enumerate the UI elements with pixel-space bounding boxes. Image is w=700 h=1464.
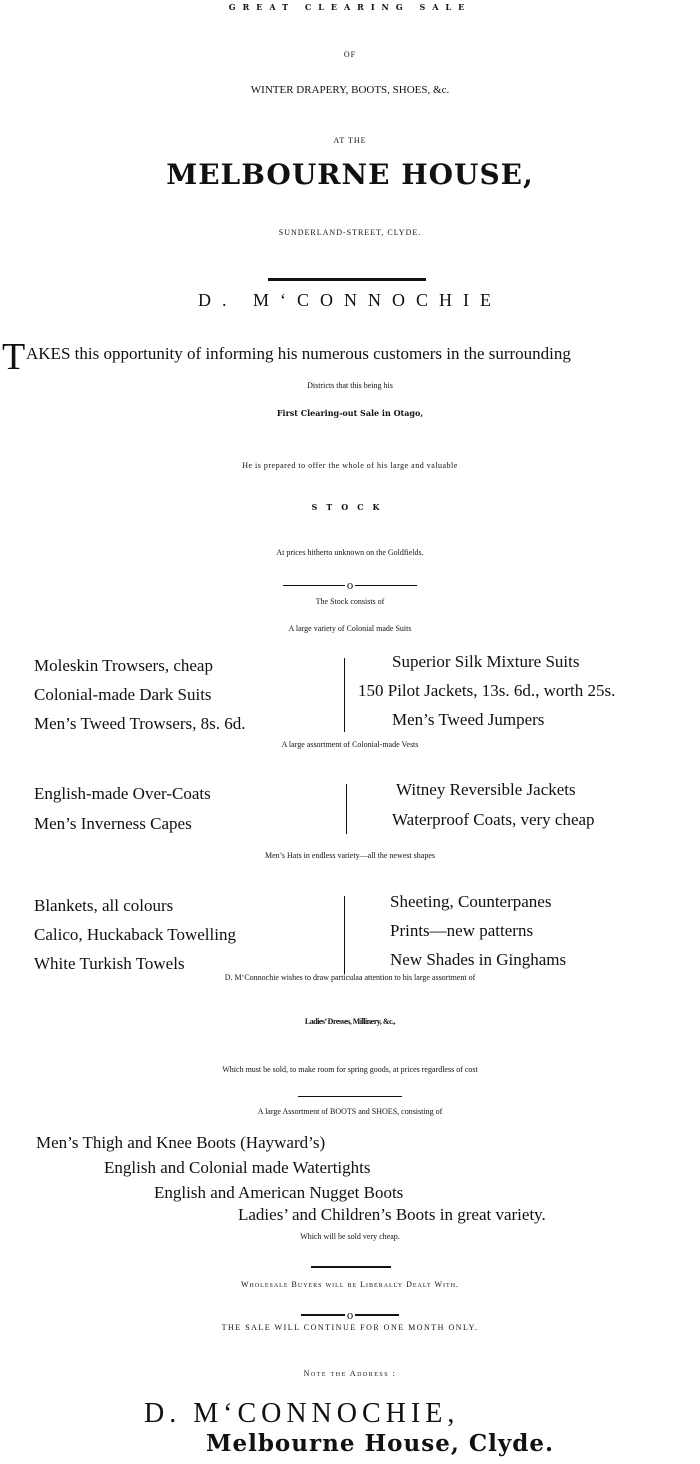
divider-rule xyxy=(268,278,426,281)
must-sell-text: Which must be sold, to make room for spring goods, at prices regardless of cost xyxy=(222,1065,478,1074)
note-address: Note the Address : xyxy=(303,1369,397,1378)
column-divider xyxy=(344,896,345,974)
ladies-headline: Ladies’ Dresses, Millinery, &c., xyxy=(304,1017,396,1026)
wholesale-text: Wholesale Buyers will be Liberally Dealt With. xyxy=(240,1280,460,1289)
intro-text: AKES this opportunity of informing his numerous customers in the surrounding xyxy=(26,344,571,363)
list-item: Blankets, all colours xyxy=(34,896,174,915)
boots-item: Ladies’ and Children’s Boots in great variety. xyxy=(238,1205,546,1224)
list-item: Sheeting, Counterpanes xyxy=(390,892,552,911)
store-name: MELBOURNE HOUSE, xyxy=(166,158,534,191)
header-at-the: AT THE xyxy=(333,136,367,145)
boots-intro: A large Assortment of BOOTS and SHOES, consisting of xyxy=(257,1107,443,1116)
column-divider xyxy=(346,784,347,834)
list-item: Men’s Tweed Trowsers, 8s. 6d. xyxy=(34,714,246,733)
list-item: Waterproof Coats, very cheap xyxy=(392,810,595,829)
first-sale-headline: First Clearing-out Sale in Otago, xyxy=(276,408,424,418)
drop-cap: T xyxy=(2,336,26,378)
list-item: Men’s Tweed Jumpers xyxy=(392,710,545,729)
signature-name: D. M‘CONNOCHIE, xyxy=(144,1398,460,1429)
intro-districts: Districts that this being his xyxy=(307,381,393,390)
list-item: 150 Pilot Jackets, 13s. 6d., worth 25s. xyxy=(358,681,616,700)
boots-cheap: Which will be sold very cheap. xyxy=(300,1232,400,1241)
stock-suits: A large variety of Colonial made Suits xyxy=(288,624,412,633)
header-goods: WINTER DRAPERY, BOOTS, SHOES, &c. xyxy=(250,84,450,96)
list-item: Calico, Huckaback Towelling xyxy=(34,925,236,944)
ornament-rule: o xyxy=(0,579,700,591)
attention-text: D. M‘Connochie wishes to draw particulaa attention to his large assortment of xyxy=(224,973,476,982)
ornament-rule: o xyxy=(0,1309,700,1321)
boots-item: Men’s Thigh and Knee Boots (Hayward’s) xyxy=(36,1133,326,1152)
offer-text: He is prepared to offer the whole of his large and valuable xyxy=(242,461,458,470)
list-item: Men’s Inverness Capes xyxy=(34,814,192,833)
boots-item: English and American Nugget Boots xyxy=(154,1183,404,1202)
list-item: English-made Over-Coats xyxy=(34,784,211,803)
list-item: Prints—new patterns xyxy=(390,921,534,940)
stock-consists: The Stock consists of xyxy=(315,597,385,606)
divider-rule xyxy=(311,1266,391,1268)
list-item: White Turkish Towels xyxy=(34,954,185,973)
boots-item: English and Colonial made Watertights xyxy=(104,1158,371,1177)
signature-address: Melbourne House, Clyde. xyxy=(206,1430,554,1457)
divider-rule xyxy=(298,1096,402,1097)
prices-text: At prices hitherto unknown on the Goldfields. xyxy=(276,548,424,557)
list-item: New Shades in Ginghams xyxy=(390,950,567,969)
sale-headline: GREAT CLEARING SALE xyxy=(228,2,472,12)
store-street: SUNDERLAND-STREET, CLYDE. xyxy=(278,228,422,237)
proprietor-name: D. M‘CONNOCHIE xyxy=(198,290,502,310)
stock-vests: A large assortment of Colonial-made Vests xyxy=(281,740,419,749)
list-item: Moleskin Trowsers, cheap xyxy=(34,656,213,675)
header-of: OF xyxy=(343,50,357,59)
stock-heading: STOCK xyxy=(311,502,389,512)
list-item: Witney Reversible Jackets xyxy=(396,780,576,799)
sale-duration: THE SALE WILL CONTINUE FOR ONE MONTH ONLY. xyxy=(221,1323,479,1332)
list-item: Colonial-made Dark Suits xyxy=(34,685,212,704)
stock-hats: Men’s Hats in endless variety—all the newest shapes xyxy=(265,851,435,860)
list-item: Superior Silk Mixture Suits xyxy=(392,652,580,671)
column-divider xyxy=(344,658,345,732)
